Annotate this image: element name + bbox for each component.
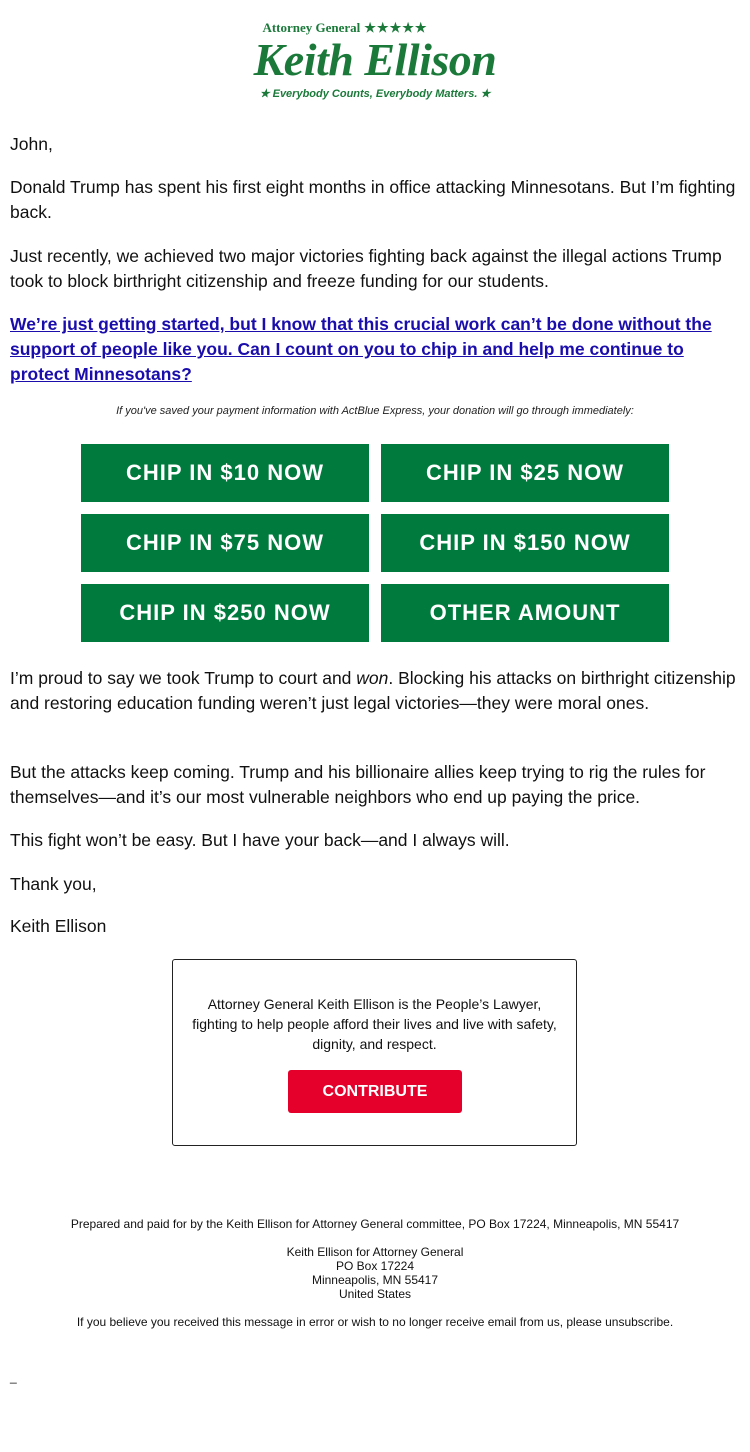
contribute-box — [172, 959, 577, 1146]
chip-in-75-button[interactable]: CHIP IN $75 NOW — [81, 514, 369, 572]
address-line-4: United States — [338, 1287, 412, 1301]
unsubscribe-link[interactable]: unsubscribe — [605, 1315, 670, 1329]
chip-in-25-button[interactable]: CHIP IN $25 NOW — [381, 444, 669, 502]
paragraph-3-text-b: . Blocking his attacks on birthright citizenship and restoring education funding weren’t just legal victories—they were moral ones. — [10, 668, 736, 713]
paragraph-4: But the attacks keep coming. Trump and his billionaire allies keep trying to rig the rules for themselves—and it’s our most vulnerable neighbors who end up paying the price. — [10, 762, 706, 807]
unsubscribe-notice — [0, 1315, 750, 1329]
contribute-button[interactable]: CONTRIBUTE — [288, 1070, 462, 1113]
box-line-3: dignity, and respect. — [312, 1036, 437, 1052]
logo-name: Keith Ellison — [253, 34, 497, 85]
donate-link[interactable]: We’re just getting started, but I know that this crucial work can’t be done without the support of people like you. Can I count on you to chip in and help me continue to protect Minnesotans? — [10, 314, 712, 384]
box-line-2: fighting to help people afford their lives and live with safety, — [192, 1016, 557, 1032]
box-line-1: Attorney General Keith Ellison is the People’s Lawyer, — [207, 996, 542, 1012]
address-line-1: Keith Ellison for Attorney General — [286, 1245, 464, 1259]
paragraph-3 — [10, 666, 740, 716]
box-description — [173, 994, 576, 1054]
donate-link-paragraph — [10, 312, 740, 387]
express-note: If you've saved your payment information with ActBlue Express, your donation will go through immediately: — [116, 405, 634, 417]
logo-title-line — [0, 20, 720, 36]
paragraph-1: Donald Trump has spent his first eight months in office attacking Minnesotans. But I’m fighting back. — [10, 177, 736, 222]
paragraph-2: Just recently, we achieved two major victories fighting back against the illegal actions Trump took to block birthright citizenship and freeze funding for our students. — [10, 246, 722, 291]
paragraph-5: This fight won’t be easy. But I have your back—and I always will. — [10, 830, 510, 850]
address-line-3: Minneapolis, MN 55417 — [311, 1273, 439, 1287]
greeting: John, — [10, 134, 53, 154]
unsubscribe-text: If you believe you received this message in error or wish to no longer receive email from us, please — [76, 1315, 606, 1329]
signoff: Thank you, — [10, 874, 97, 894]
trailing-mark: _ — [10, 1370, 17, 1384]
paragraph-3-emphasis: won — [356, 668, 389, 688]
other-amount-button[interactable]: OTHER AMOUNT — [381, 584, 669, 642]
signature: Keith Ellison — [10, 916, 107, 936]
paid-for-disclaimer: Prepared and paid for by the Keith Ellison for Attorney General committee, PO Box 17224, Minneapolis, MN 55417 — [70, 1217, 680, 1231]
address-line-2: PO Box 17224 — [335, 1259, 415, 1273]
logo-stars-icon: ★★★★★ — [364, 20, 428, 35]
unsubscribe-period: . — [669, 1315, 674, 1329]
logo-tagline: ★ Everybody Counts, Everybody Matters. ★ — [259, 88, 491, 100]
logo-office: Attorney General — [262, 20, 361, 35]
mailing-address — [0, 1245, 750, 1301]
campaign-logo — [0, 20, 750, 102]
paragraph-3-text-a: I’m proud to say we took Trump to court and — [10, 668, 357, 688]
chip-in-250-button[interactable]: CHIP IN $250 NOW — [81, 584, 369, 642]
chip-in-10-button[interactable]: CHIP IN $10 NOW — [81, 444, 369, 502]
chip-in-150-button[interactable]: CHIP IN $150 NOW — [381, 514, 669, 572]
